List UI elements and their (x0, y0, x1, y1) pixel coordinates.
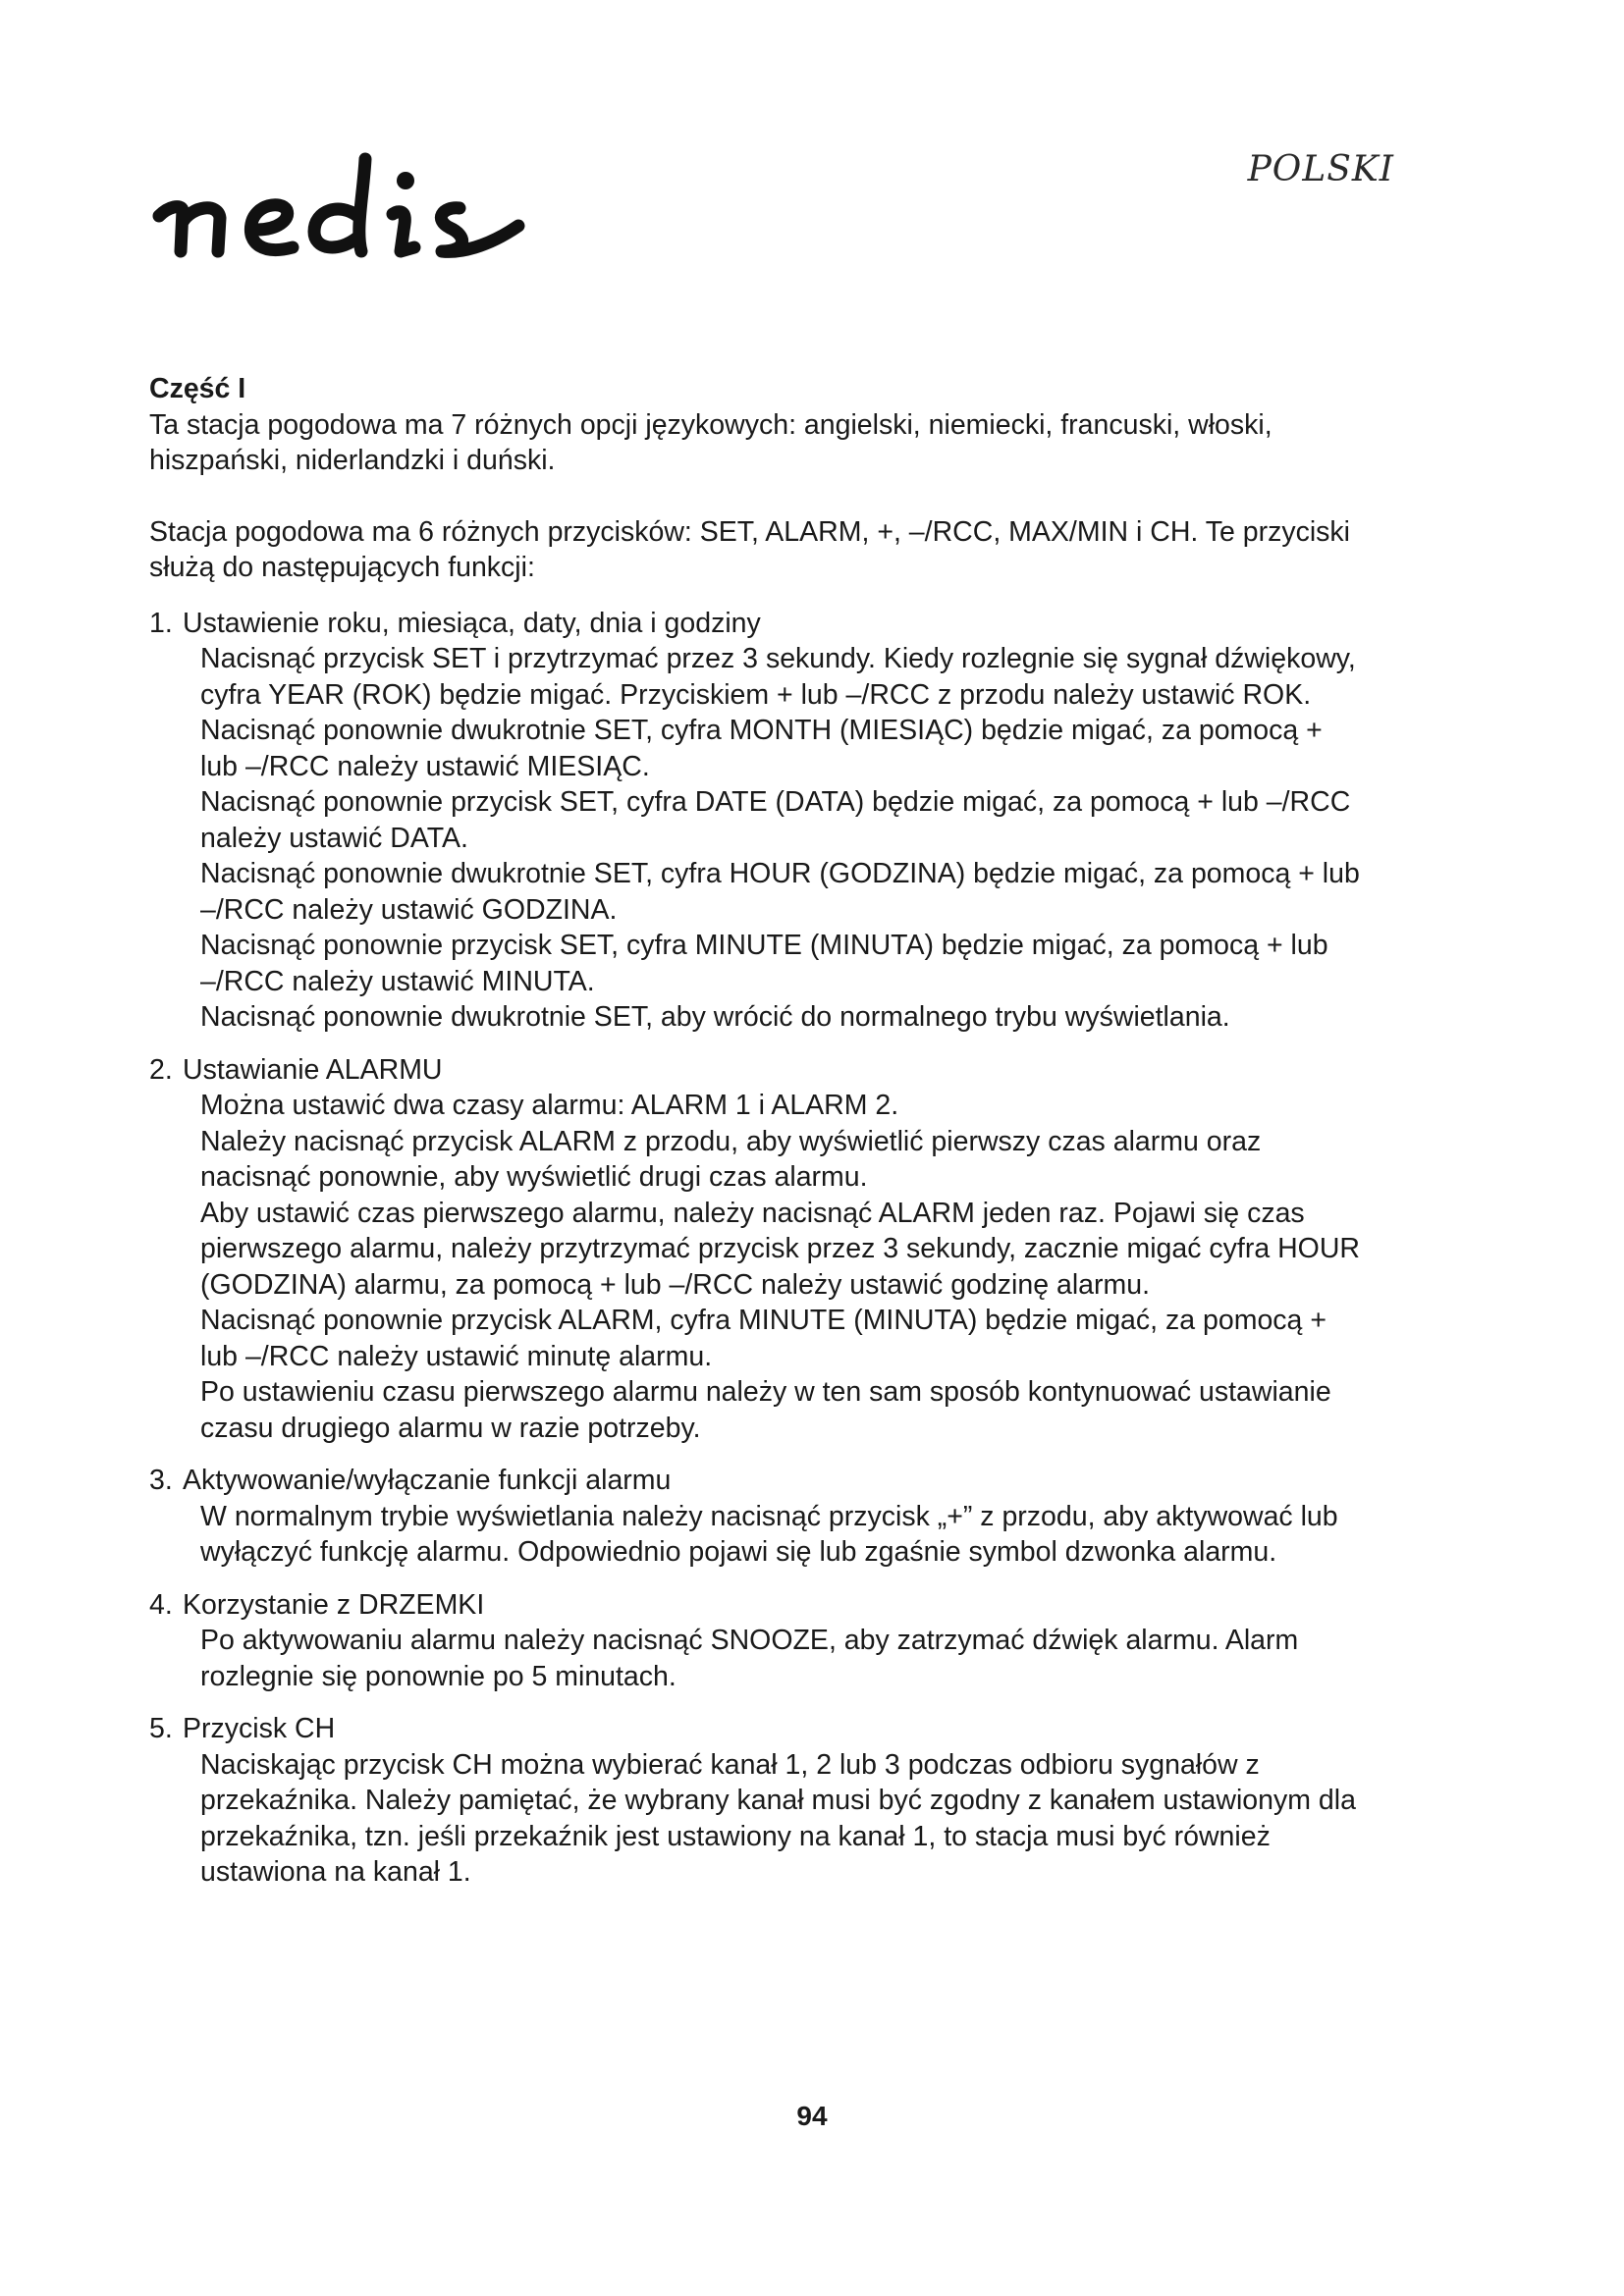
item-line: Należy nacisnąć przycisk ALARM z przodu, aby wyświetlić pierwszy czas alarmu oraz nacisnąć ponownie, aby wyświetlić drugi czas alarmu. (200, 1125, 1262, 1193)
item-line: Naciskając przycisk CH można wybierać kanał 1, 2 lub 3 podczas odbioru sygnałów z przekaźnika. Należy pamiętać, że wybrany kanał musi być zgodny z kanałem ustawionym dla przekaźnika, tzn. jeśli przekaźnik jest ustawiony na kanał 1, to stacja musi być również ustawiona na kanał 1. (200, 1748, 1356, 1888)
item-number: 2. (149, 1053, 173, 1086)
intro-paragraph: Ta stacja pogodowa ma 7 różnych opcji językowych: angielski, niemiecki, francuski, włoski, hiszpański, niderlandzki i duński. (149, 408, 1272, 476)
item-line: Nacisnąć ponownie dwukrotnie SET, cyfra HOUR (GODZINA) będzie migać, za pomocą + lub –/RCC należy ustawić GODZINA. (200, 858, 1360, 926)
item-line: Nacisnąć ponownie przycisk SET, cyfra MINUTE (MINUTA) będzie migać, za pomocą + lub –/RCC należy ustawić MINUTA. (200, 930, 1328, 997)
item-number: 3. (149, 1465, 173, 1496)
item-title: Korzystanie z DRZEMKI (183, 1588, 485, 1621)
item-body (183, 1499, 1367, 1571)
item-line: Nacisnąć ponownie dwukrotnie SET, cyfra MONTH (MIESIĄC) będzie migać, za pomocą + lub –/RCC należy ustawić MIESIĄC. (200, 715, 1323, 782)
item-line: Nacisnąć przycisk SET i przytrzymać przez 3 sekundy. Kiedy rozlegnie się sygnał dźwiękowy, cyfra YEAR (ROK) będzie migać. Przyciskiem + lub –/RCC z przodu należy ustawić ROK. (200, 643, 1356, 711)
item-number: 4. (149, 1588, 173, 1621)
list-item (149, 1711, 1367, 1891)
item-number: 5. (149, 1713, 173, 1744)
item-title: Aktywowanie/wyłączanie funkcji alarmu (183, 1465, 672, 1496)
list-item (149, 1052, 1367, 1447)
nedis-logo-mark (147, 145, 579, 273)
item-line: Aby ustawić czas pierwszego alarmu, należy nacisnąć ALARM jeden raz. Pojawi się czas pierwszego alarmu, należy przytrzymać przycisk przez 3 sekundy, zacznie migać cyfra HOUR (GODZINA) alarmu, za pomocą + lub –/RCC należy ustawić godzinę alarmu. (200, 1197, 1361, 1301)
item-title: Ustawienie roku, miesiąca, daty, dnia i godziny (183, 607, 761, 639)
item-line: Nacisnąć ponownie przycisk SET, cyfra DATE (DATA) będzie migać, za pomocą + lub –/RCC należy ustawić DATA. (200, 786, 1351, 854)
item-line: Po ustawieniu czasu pierwszego alarmu należy w ten sam sposób kontynuować ustawianie czasu drugiego alarmu w razie potrzeby. (200, 1376, 1331, 1444)
page-number: 94 (796, 2101, 828, 2131)
section-title: Część I (149, 373, 246, 404)
document-body (149, 371, 1367, 1907)
list-item (149, 1587, 1367, 1695)
list-item (149, 1463, 1367, 1571)
item-line: Nacisnąć ponownie przycisk ALARM, cyfra MINUTE (MINUTA) będzie migać, za pomocą + lub –/RCC należy ustawić minutę alarmu. (200, 1305, 1326, 1372)
item-body (183, 1088, 1367, 1446)
instructions-list (149, 606, 1367, 1891)
item-title: Ustawianie ALARMU (183, 1053, 443, 1086)
item-number: 1. (149, 607, 173, 639)
nedis-logo (147, 145, 579, 273)
item-line: Nacisnąć ponownie dwukrotnie SET, aby wrócić do normalnego trybu wyświetlania. (200, 1001, 1230, 1033)
buttons-paragraph: Stacja pogodowa ma 6 różnych przycisków: SET, ALARM, +, –/RCC, MAX/MIN i CH. Te przyciski służą do następujących funkcji: (149, 515, 1350, 583)
item-title: Przycisk CH (183, 1713, 336, 1744)
item-line: Po aktywowaniu alarmu należy nacisnąć SNOOZE, aby zatrzymać dźwięk alarmu. Alarm rozlegnie się ponownie po 5 minutach. (200, 1625, 1299, 1692)
item-body (183, 1623, 1367, 1694)
item-line: Można ustawić dwa czasy alarmu: ALARM 1 i ALARM 2. (200, 1090, 899, 1121)
item-line: W normalnym trybie wyświetlania należy nacisnąć przycisk „+” z przodu, aby aktywować lub wyłączyć funkcję alarmu. Odpowiednio pojawi się lub zgaśnie symbol dzwonka alarmu. (200, 1500, 1338, 1568)
item-body (183, 641, 1367, 1036)
language-label: POLSKI (1247, 149, 1394, 189)
list-item (149, 606, 1367, 1036)
item-body (183, 1747, 1367, 1891)
